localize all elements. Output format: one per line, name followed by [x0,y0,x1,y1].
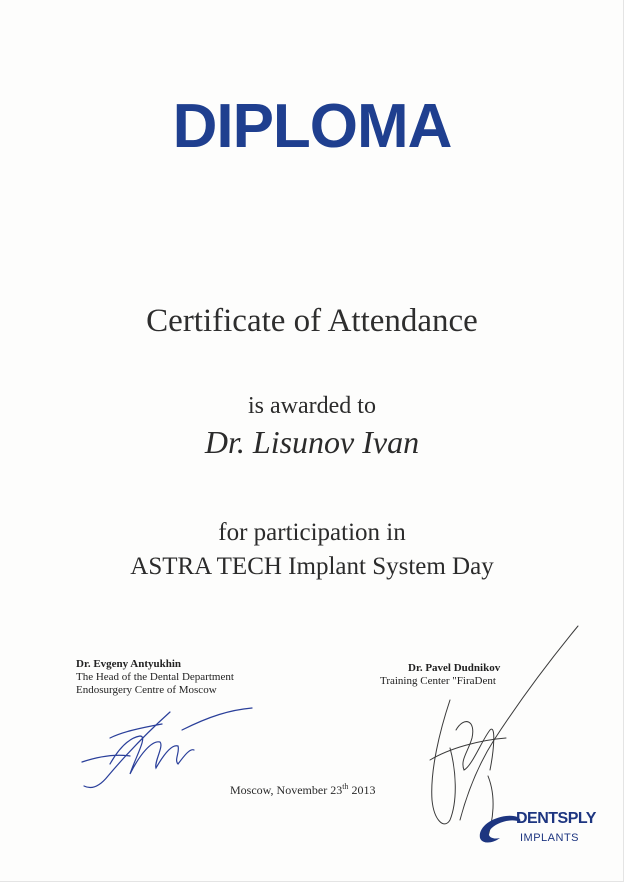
left-signatory-title: The Head of the Dental Department [76,671,234,683]
diploma-title: DIPLOMA [172,92,452,161]
date-year: 2013 [348,783,376,797]
participation-text: for participation in [218,519,406,546]
logo-brand: DENTSPLY [516,810,596,827]
place-date-text: Moscow, November 23 [230,783,343,797]
date-ordinal: th [342,782,349,791]
certificate-subtitle: Certificate of Attendance [146,303,478,339]
recipient-name: Dr. Lisunov Ivan [204,424,420,460]
logo-division: IMPLANTS [520,832,580,844]
awarded-text: is awarded to [248,393,376,419]
left-signatory-name: Dr. Evgeny Antyukhin [76,658,182,670]
right-signatory-name: Dr. Pavel Dudnikov [408,662,501,674]
right-signatory-org: Training Center "FiraDent [380,675,496,687]
left-signatory-org: Endosurgery Centre of Moscow [76,684,217,696]
event-name: ASTRA TECH Implant System Day [130,553,494,580]
place-date [230,782,375,798]
